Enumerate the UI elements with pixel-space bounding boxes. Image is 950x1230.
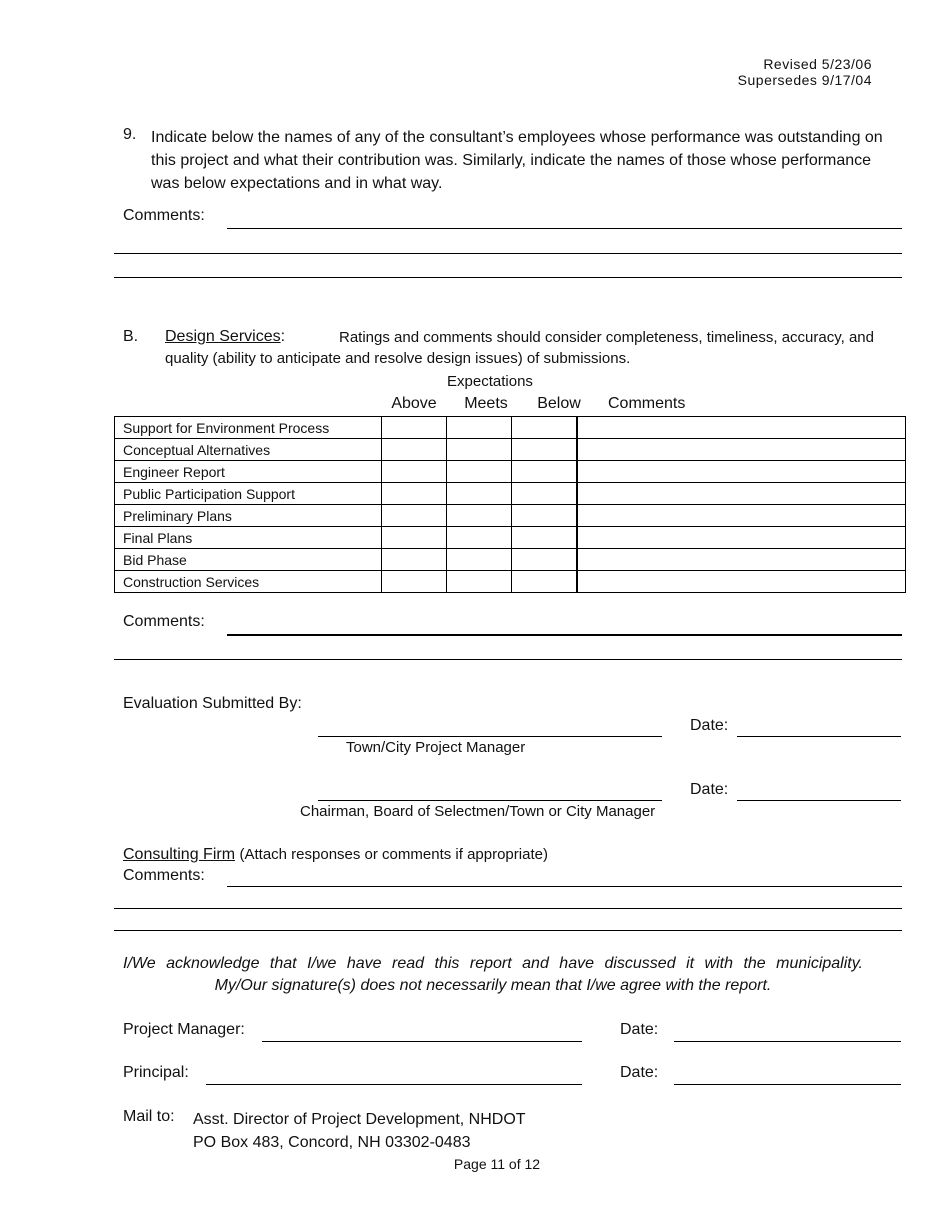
mail-address bbox=[193, 1108, 526, 1154]
section-b-title-wrap bbox=[165, 328, 285, 346]
row-label: Preliminary Plans bbox=[115, 505, 382, 527]
mail-to-label: Mail to: bbox=[123, 1108, 175, 1125]
rating-meets-cell[interactable] bbox=[447, 571, 512, 593]
revision-header bbox=[738, 56, 872, 88]
rating-above-cell[interactable] bbox=[382, 549, 447, 571]
date-label-2: Date: bbox=[690, 781, 729, 798]
section-b-comments-label: Comments: bbox=[123, 613, 205, 630]
pm-date-line[interactable] bbox=[674, 1041, 901, 1042]
question-9-comments-line-1[interactable] bbox=[227, 228, 902, 229]
section-b-letter: B. bbox=[123, 328, 139, 345]
comments-cell[interactable] bbox=[577, 461, 906, 483]
question-9-comments-line-2[interactable] bbox=[114, 253, 902, 254]
evaluation-submitted-by-label: Evaluation Submitted By: bbox=[123, 695, 302, 712]
consulting-comments-line-3[interactable] bbox=[114, 930, 902, 931]
rating-below-cell[interactable] bbox=[512, 417, 578, 439]
date-line-2[interactable] bbox=[737, 800, 901, 801]
consulting-comments-line-2[interactable] bbox=[114, 908, 902, 909]
rating-above-cell[interactable] bbox=[382, 505, 447, 527]
rating-meets-cell[interactable] bbox=[447, 505, 512, 527]
comments-cell[interactable] bbox=[577, 549, 906, 571]
rating-above-cell[interactable] bbox=[382, 571, 447, 593]
consulting-comments-label: Comments: bbox=[123, 867, 205, 884]
comments-cell[interactable] bbox=[577, 571, 906, 593]
rating-meets-cell[interactable] bbox=[447, 417, 512, 439]
column-above: Above bbox=[391, 395, 437, 412]
rating-above-cell[interactable] bbox=[382, 439, 447, 461]
rating-meets-cell[interactable] bbox=[447, 549, 512, 571]
consulting-firm-heading bbox=[123, 846, 548, 864]
question-9-comments-line-3[interactable] bbox=[114, 277, 902, 278]
mail-address-line-1: Asst. Director of Project Development, NHDOT bbox=[193, 1111, 526, 1128]
chairman-caption: Chairman, Board of Selectmen/Town or City Manager bbox=[300, 803, 656, 820]
question-9-line-3: was below expectations and in what way. bbox=[151, 175, 443, 192]
rating-below-cell[interactable] bbox=[512, 461, 578, 483]
rating-below-cell[interactable] bbox=[512, 505, 578, 527]
column-meets: Meets bbox=[464, 395, 508, 412]
row-label: Conceptual Alternatives bbox=[115, 439, 382, 461]
acknowledgement-line-1: I/We acknowledge that I/we have read this report and have discussed it with the municipality. bbox=[123, 955, 863, 972]
section-b-desc-line-1: Ratings and comments should consider completeness, timeliness, accuracy, and bbox=[339, 329, 874, 346]
supersedes-date: Supersedes 9/17/04 bbox=[737, 72, 872, 88]
revised-date: Revised 5/23/06 bbox=[763, 56, 872, 72]
comments-cell[interactable] bbox=[577, 483, 906, 505]
project-manager-signature-line[interactable] bbox=[318, 736, 662, 737]
row-label: Engineer Report bbox=[115, 461, 382, 483]
rating-below-cell[interactable] bbox=[512, 571, 578, 593]
date-label-1: Date: bbox=[690, 717, 729, 734]
row-label: Final Plans bbox=[115, 527, 382, 549]
rating-below-cell[interactable] bbox=[512, 439, 578, 461]
rating-above-cell[interactable] bbox=[382, 417, 447, 439]
page-number: Page 11 of 12 bbox=[453, 1156, 541, 1172]
rating-above-cell[interactable] bbox=[382, 483, 447, 505]
comments-cell[interactable] bbox=[577, 527, 906, 549]
column-comments: Comments bbox=[608, 395, 686, 412]
acknowledgement-line-2: My/Our signature(s) does not necessarily mean that I/we agree with the report. bbox=[214, 977, 772, 994]
principal-date-line[interactable] bbox=[674, 1084, 901, 1085]
pm-date-label: Date: bbox=[620, 1021, 659, 1038]
rating-meets-cell[interactable] bbox=[447, 483, 512, 505]
section-b-title: Design Services bbox=[165, 328, 281, 345]
mail-address-line-2: PO Box 483, Concord, NH 03302-0483 bbox=[193, 1134, 471, 1151]
section-b-colon: : bbox=[280, 328, 286, 345]
row-label: Bid Phase bbox=[115, 549, 382, 571]
project-manager-sign-line[interactable] bbox=[262, 1041, 582, 1042]
design-services-table bbox=[114, 416, 906, 593]
rating-above-cell[interactable] bbox=[382, 461, 447, 483]
principal-label: Principal: bbox=[123, 1064, 189, 1081]
table-row bbox=[115, 439, 906, 461]
comments-cell[interactable] bbox=[577, 439, 906, 461]
consulting-firm-title: Consulting Firm bbox=[123, 846, 236, 863]
rating-below-cell[interactable] bbox=[512, 527, 578, 549]
row-label: Construction Services bbox=[115, 571, 382, 593]
row-label: Public Participation Support bbox=[115, 483, 382, 505]
rating-below-cell[interactable] bbox=[512, 483, 578, 505]
consulting-firm-note: (Attach responses or comments if appropriate) bbox=[239, 846, 548, 863]
rating-above-cell[interactable] bbox=[382, 527, 447, 549]
rating-meets-cell[interactable] bbox=[447, 527, 512, 549]
project-manager-caption: Town/City Project Manager bbox=[346, 739, 526, 756]
question-9-number: 9. bbox=[123, 126, 137, 143]
chairman-signature-line[interactable] bbox=[318, 800, 662, 801]
column-below: Below bbox=[537, 395, 581, 412]
consulting-comments-line-1[interactable] bbox=[227, 886, 902, 887]
comments-cell[interactable] bbox=[577, 417, 906, 439]
table-row bbox=[115, 417, 906, 439]
table-row bbox=[115, 505, 906, 527]
expectations-header: Expectations bbox=[447, 373, 533, 390]
question-9-line-1: Indicate below the names of any of the consultant’s employees whose performance was outstanding on bbox=[151, 129, 883, 146]
comments-cell[interactable] bbox=[577, 505, 906, 527]
table-row bbox=[115, 527, 906, 549]
section-b-comments-line-2[interactable] bbox=[114, 659, 902, 660]
rating-meets-cell[interactable] bbox=[447, 439, 512, 461]
table-row bbox=[115, 461, 906, 483]
table-row bbox=[115, 483, 906, 505]
section-b-desc-line-2: quality (ability to anticipate and resolve design issues) of submissions. bbox=[165, 350, 631, 367]
section-b-comments-line-1[interactable] bbox=[227, 634, 902, 636]
question-9-text bbox=[151, 126, 891, 195]
table-row bbox=[115, 549, 906, 571]
rating-below-cell[interactable] bbox=[512, 549, 578, 571]
question-9-comments-label: Comments: bbox=[123, 207, 205, 224]
project-manager-label: Project Manager: bbox=[123, 1021, 245, 1038]
principal-date-label: Date: bbox=[620, 1064, 659, 1081]
date-line-1[interactable] bbox=[737, 736, 901, 737]
rating-meets-cell[interactable] bbox=[447, 461, 512, 483]
question-9-line-2: this project and what their contribution was. Similarly, indicate the names of those whose performance bbox=[151, 152, 872, 169]
row-label: Support for Environment Process bbox=[115, 417, 382, 439]
principal-sign-line[interactable] bbox=[206, 1084, 582, 1085]
table-row bbox=[115, 571, 906, 593]
